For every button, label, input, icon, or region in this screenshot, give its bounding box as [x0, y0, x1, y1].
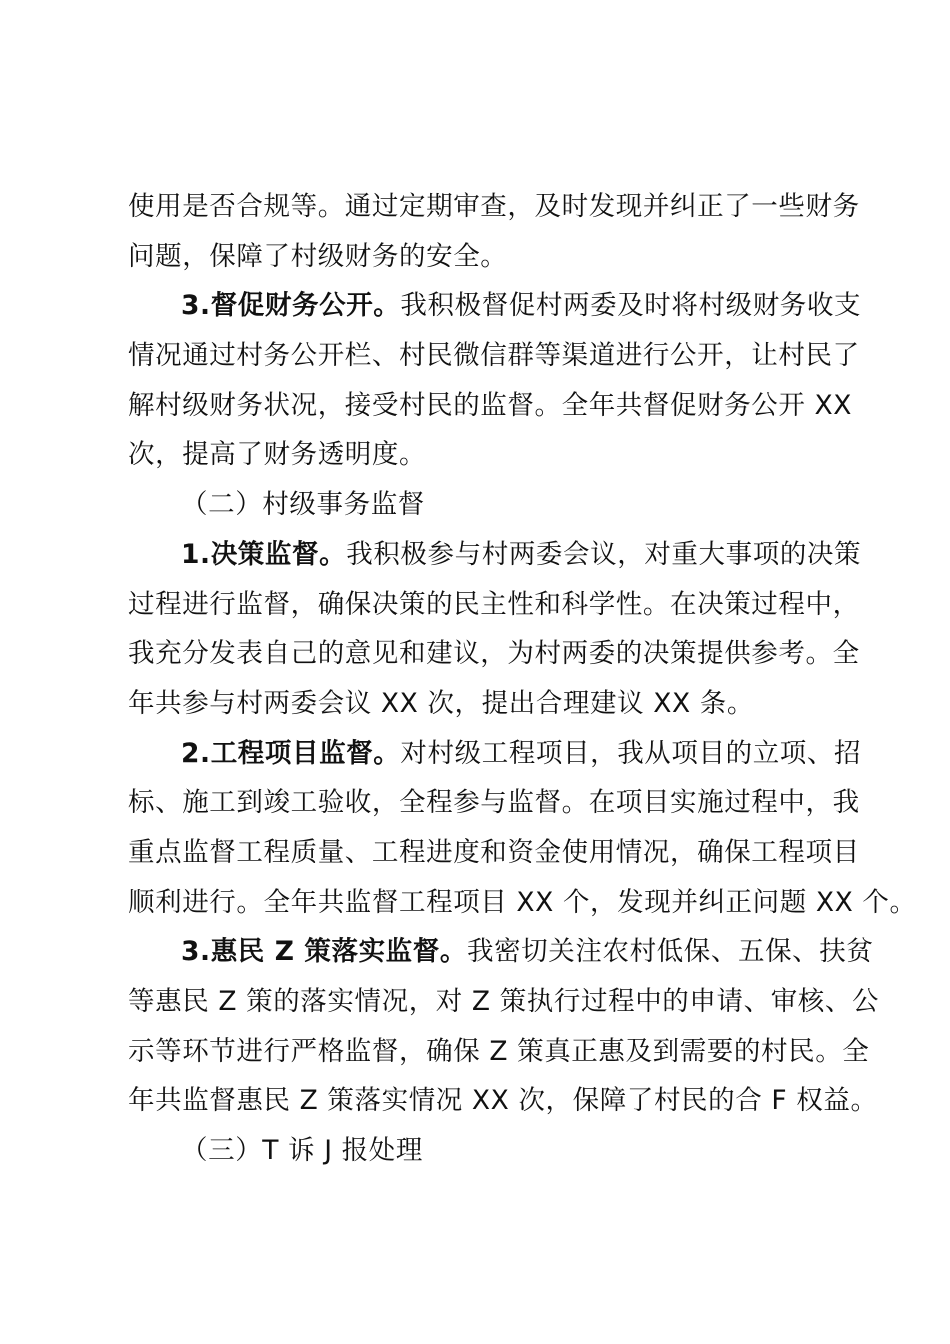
section-heading — [128, 1126, 840, 1176]
paragraph-first-line — [128, 281, 862, 331]
body-line — [128, 182, 860, 232]
line-text: 我密切关注农村低保、五保、扶贫 — [466, 936, 874, 968]
line-text: 重点监督工程质量、工程进度和资金使用情况，确保工程项目 — [128, 836, 860, 868]
line-text: 我积极参与村两委会议，对重大事项的决策 — [346, 538, 862, 570]
body-line — [128, 381, 853, 431]
line-text: 解村级财务状况，接受村民的监督。全年共督促财务公开 XX — [128, 389, 853, 421]
line-text: 示等环节进行严格监督，确保 Z 策真正惠及到需要的村民。全 — [128, 1035, 870, 1067]
section-heading-text: （三）T 诉 J 报处理 — [181, 1135, 423, 1167]
line-text: 年共参与村两委会议 XX 次，提出合理建议 XX 条。 — [128, 687, 755, 719]
line-text: 我充分发表自己的意见和建议，为村两委的决策提供参考。全 — [128, 638, 860, 670]
body-line — [128, 679, 840, 729]
line-text: 等惠民 Z 策的落实情况，对 Z 策执行过程中的申请、审核、公 — [128, 986, 880, 1017]
body-line — [128, 878, 917, 928]
item-heading: 3.督促财务公开。 — [181, 290, 401, 322]
body-line — [128, 430, 840, 480]
paragraph-first-line — [128, 927, 874, 977]
section-heading — [128, 480, 840, 530]
body-line — [128, 1027, 870, 1077]
body-line — [128, 580, 860, 630]
paragraph-first-line — [128, 729, 862, 779]
body-line — [128, 778, 860, 828]
document-body — [128, 182, 917, 1176]
line-text: 对村级工程项目，我从项目的立项、招 — [400, 737, 862, 769]
item-heading: 2.工程项目监督。 — [181, 737, 401, 769]
section-heading-text: （二）村级事务监督 — [181, 489, 425, 521]
line-text: 过程进行监督，确保决策的民主性和科学性。在决策过程中， — [128, 588, 860, 620]
body-line — [128, 1076, 878, 1126]
line-text: 顺利进行。全年共监督工程项目 XX 个，发现并纠正问题 XX 个。 — [128, 886, 917, 918]
body-line — [128, 629, 860, 679]
paragraph-first-line — [128, 530, 862, 580]
body-line — [128, 331, 860, 381]
line-text: 年共监督惠民 Z 策落实情况 XX 次，保障了村民的合 F 权益。 — [128, 1085, 878, 1117]
item-heading: 3.惠民 Z 策落实监督。 — [181, 936, 467, 968]
body-line — [128, 977, 880, 1027]
line-text: 次，提高了财务透明度。 — [128, 439, 427, 471]
body-line — [128, 232, 840, 282]
item-heading: 1.决策监督。 — [181, 538, 347, 570]
line-text: 使用是否合规等。通过定期审查，及时发现并纠正了一些财务 — [128, 191, 860, 222]
line-text: 情况通过村务公开栏、村民微信群等渠道进行公开，让村民了 — [128, 340, 860, 372]
line-text: 我积极督促村两委及时将村级财务收支 — [400, 290, 862, 322]
line-text: 标、施工到竣工验收，全程参与监督。在项目实施过程中，我 — [128, 787, 860, 819]
body-line — [128, 828, 860, 878]
line-text: 问题，保障了村级财务的安全。 — [128, 240, 508, 272]
